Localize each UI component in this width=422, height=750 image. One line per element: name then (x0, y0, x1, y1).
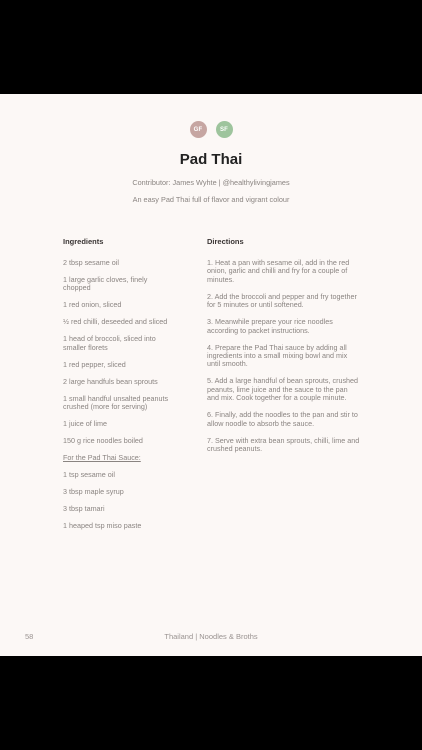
ingredient-item: 1 head of broccoli, sliced into smaller florets (63, 334, 156, 352)
ingredient-item: 3 tbsp maple syrup (63, 487, 124, 497)
direction-step: 3. Meanwhile prepare your rice noodles according to packet instructions. (207, 317, 333, 335)
chapter-footer: Thailand | Noodles & Broths (164, 632, 258, 641)
ingredients-list (63, 259, 171, 539)
recipe-description: An easy Pad Thai full of flavor and vigrant colour (132, 195, 290, 204)
ingredient-item: 1 red onion, sliced (63, 300, 122, 310)
ingredient-item: 1 tsp sesame oil (63, 470, 115, 480)
page-number: 58 (25, 632, 34, 641)
ingredient-item: 1 large garlic cloves, finely chopped (63, 275, 148, 293)
direction-step: 7. Serve with extra bean sprouts, chilli, lime and crushed peanuts. (207, 435, 360, 454)
directions-list (207, 259, 360, 462)
sugar-free-badge: SF (216, 121, 233, 138)
ingredient-item: 1 red pepper, sliced (63, 359, 126, 369)
ingredients-heading: Ingredients (63, 237, 104, 246)
direction-step: 6. Finally, add the noodles to the pan and stir to allow noodle to absorb the sauce. (207, 410, 358, 428)
recipe-title: Pad Thai (179, 151, 243, 168)
ingredient-item: ½ red chilli, deseeded and sliced (63, 317, 168, 327)
ingredient-item: 2 large handfuls bean sprouts (63, 376, 158, 386)
gluten-free-badge: GF (190, 121, 207, 138)
direction-step: 4. Prepare the Pad Thai sauce by adding all ingredients into a small mixing bowl and mix until smooth. (207, 342, 348, 369)
directions-heading: Directions (207, 237, 244, 246)
recipe-page (0, 94, 422, 656)
ingredient-item: 150 g rice noodles boiled (63, 436, 143, 446)
direction-step: 1. Heat a pan with sesame oil, add in the red onion, garlic and chilli and fry for a couple of minutes. (207, 258, 350, 284)
sauce-subheading: For the Pad Thai Sauce: (63, 453, 141, 463)
ingredient-item: 1 heaped tsp miso paste (63, 521, 142, 531)
ingredient-item: 1 juice of lime (63, 419, 107, 429)
contributor-text: Contributor: James Wyhte | @healthylivingjames (132, 178, 290, 187)
ingredient-item: 1 small handful unsalted peanuts crushed (more for serving) (63, 393, 169, 412)
direction-step: 5. Add a large handful of bean sprouts, crushed peanuts, lime juice and the sauce to the pan and mix. Cook together for a couple minute. (207, 376, 359, 403)
ingredient-item: 3 tbsp tamari (63, 504, 105, 514)
direction-step: 2. Add the broccoli and pepper and fry together for 5 minutes or until softened. (207, 291, 357, 310)
ingredient-item: 2 tbsp sesame oil (63, 258, 119, 267)
diet-badges (0, 121, 422, 138)
